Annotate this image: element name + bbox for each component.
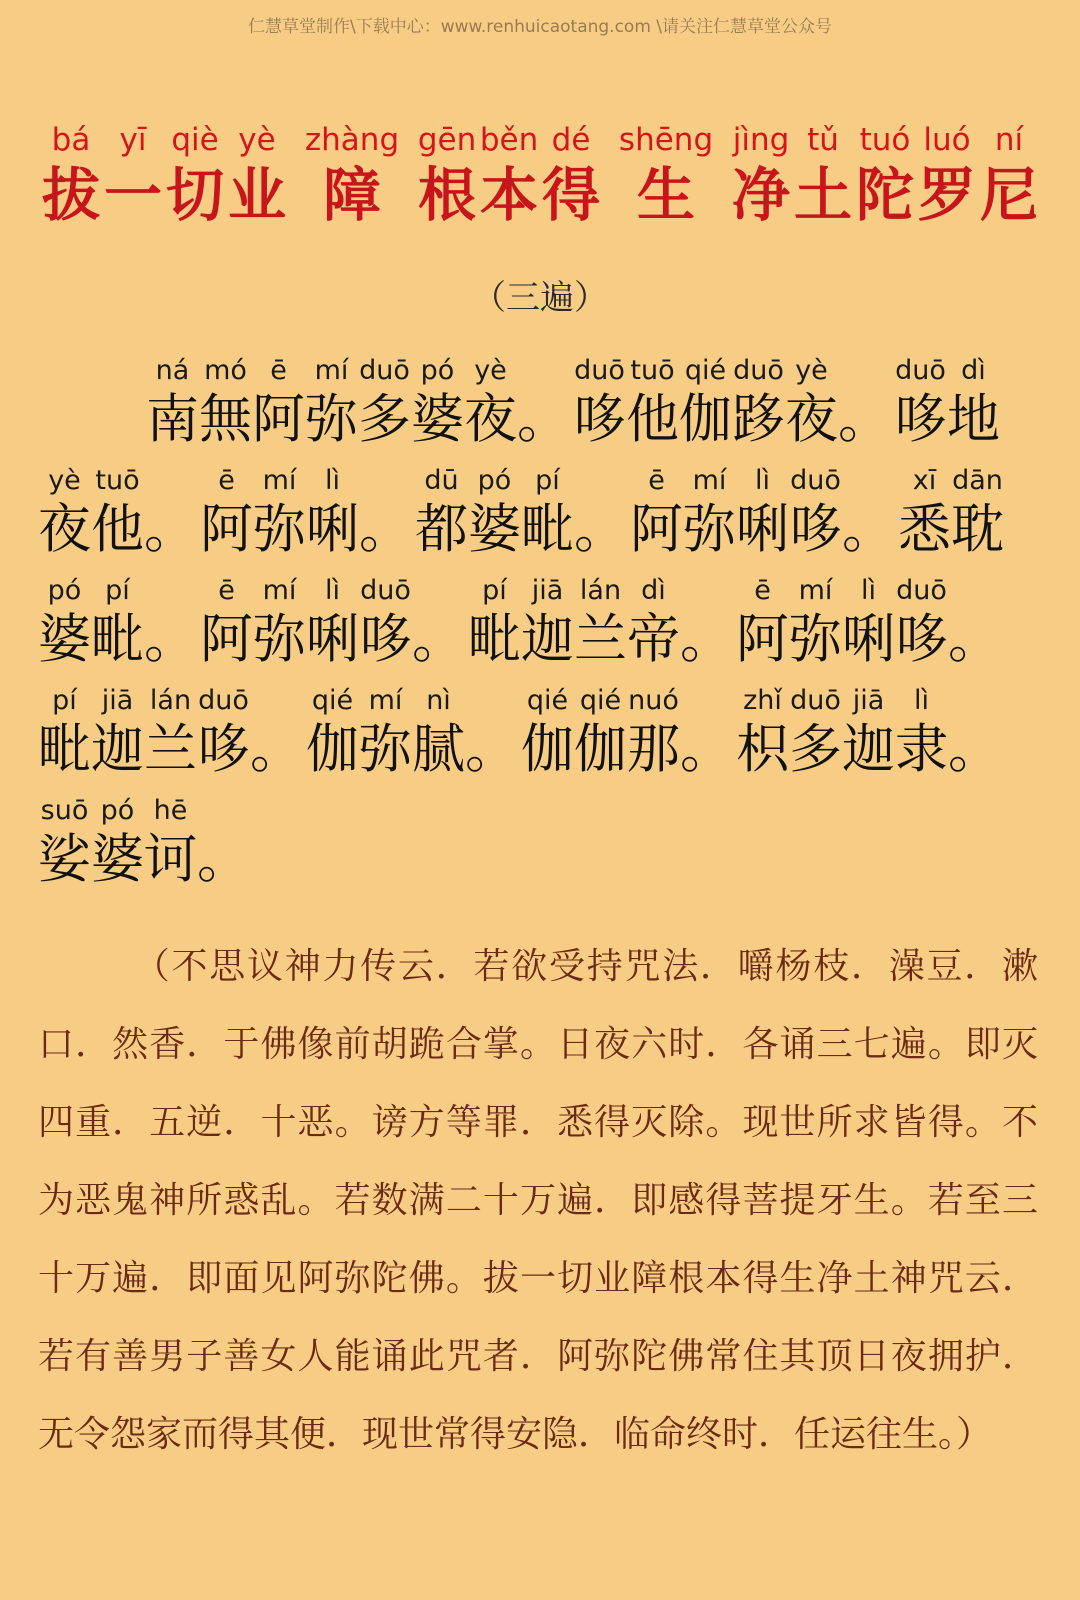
mantra-hanzi: 阿 [200, 499, 253, 560]
mantra-line [38, 672, 1048, 782]
mantra-char [732, 354, 785, 452]
mantra-hanzi: 兰 [574, 609, 627, 670]
mantra-hanzi: 腻 [412, 719, 465, 780]
page-title [40, 118, 1040, 228]
mantra-pinyin: yè [48, 465, 81, 496]
mantra-hanzi: 迦 [842, 719, 895, 780]
mantra-char [468, 574, 521, 672]
mantra-char [736, 464, 789, 562]
title-hanzi: 尼 [980, 161, 1039, 229]
title-char [619, 118, 713, 228]
mantra-punctuation: 。 [680, 609, 733, 670]
title-char [416, 118, 478, 228]
mantra-hanzi: 伽 [679, 389, 732, 450]
title-pinyin: jìng [732, 122, 790, 158]
mantra-hanzi: 哆 [894, 389, 947, 450]
mantra-hanzi: 他 [626, 389, 679, 450]
recitation-count: （三遍） [472, 278, 608, 318]
mantra-char [199, 354, 252, 452]
mantra-pinyin: jiā [852, 685, 885, 716]
mantra-char [521, 464, 574, 562]
mantra-hanzi: 唎 [306, 499, 359, 560]
mantra-punctuation: 。 [250, 719, 303, 780]
mantra-pinyin: mí [262, 465, 297, 496]
mantra-pinyin: mí [314, 355, 349, 386]
mantra-hanzi: 多 [358, 389, 411, 450]
mantra-char [521, 574, 574, 672]
mantra-hanzi: 哆 [359, 609, 412, 670]
mantra-pinyin: duō [733, 355, 784, 386]
title-hanzi: 业 [227, 161, 286, 229]
mantra-char [627, 574, 680, 672]
mantra-char [91, 794, 144, 892]
mantra-pinyin: mí [798, 575, 833, 606]
mantra-hanzi: 毗 [91, 609, 144, 670]
mantra-hanzi: 唎 [842, 609, 895, 670]
mantra-pinyin: xī [912, 465, 937, 496]
mantra-pinyin: ē [218, 575, 235, 606]
title-pinyin: tǔ [807, 122, 839, 158]
mantra-char [895, 684, 948, 782]
mantra-pinyin: nì [426, 685, 451, 716]
mantra-char [38, 464, 91, 562]
mantra-char [842, 574, 895, 672]
mantra-line [38, 452, 1048, 562]
mantra-char [894, 354, 947, 452]
mantra-hanzi: 都 [415, 499, 468, 560]
title-segment [416, 118, 602, 228]
mantra-punctuation: 。 [680, 719, 733, 780]
mantra-pinyin: ē [218, 465, 235, 496]
mantra-hanzi: 哆 [573, 389, 626, 450]
title-char [730, 118, 792, 228]
mantra-hanzi: 悉 [898, 499, 951, 560]
mantra-pinyin: yè [474, 355, 507, 386]
mantra-hanzi: 唎 [736, 499, 789, 560]
mantra-punctuation: 。 [517, 389, 570, 450]
title-char [226, 118, 288, 228]
mantra-hanzi: 弥 [789, 609, 842, 670]
commentary-text: （不思议神力传云．若欲受持咒法．嚼杨枝．澡豆．漱口．然香．于佛像前胡跪合掌。日夜六时．各诵三七遍。即灭四重．五逆．十恶。谤方等罪．悉得灭除。现世所求皆得。不为恶鬼神所惑乱。若数满二十万遍．即感得菩提牙生。若至三十万遍．即面见阿弥陀佛。拔一切业障根本得生净土神咒云．若有善男子善女人能诵此咒者．阿弥陀佛常住其顶日夜拥护．无令怨家而得其便．现世常得安隐．临命终时．任运往生。） [38, 946, 1038, 1455]
mantra-hanzi: 弥 [683, 499, 736, 560]
mantra-hanzi: 弥 [253, 609, 306, 670]
mantra-char [683, 464, 736, 562]
title-hanzi: 切 [165, 161, 224, 229]
mantra-pinyin: lì [324, 575, 340, 606]
mantra-hanzi: 兰 [144, 719, 197, 780]
mantra-pinyin: pó [100, 795, 135, 826]
mantra-pinyin: lì [754, 465, 770, 496]
mantra-char [412, 684, 465, 782]
mantra-char [679, 354, 732, 452]
mantra-pinyin: lán [149, 685, 192, 716]
mantra-pinyin: zhǐ [743, 685, 782, 716]
mantra-pinyin: pó [47, 575, 82, 606]
mantra-hanzi: 伽 [306, 719, 359, 780]
title-hanzi: 陀 [856, 161, 915, 229]
mantra-pinyin: pí [482, 575, 507, 606]
title-hanzi: 障 [323, 161, 382, 229]
mantra-pinyin: mí [262, 575, 297, 606]
mantra-pinyin: dān [952, 465, 1003, 496]
mantra-pinyin: pó [420, 355, 455, 386]
mantra-text [38, 342, 1048, 892]
mantra-hanzi: 帝 [627, 609, 680, 670]
mantra-punctuation: 。 [838, 389, 891, 450]
mantra-line [38, 342, 1048, 452]
mantra-hanzi: 哆 [895, 609, 948, 670]
mantra-hanzi: 婆 [38, 609, 91, 670]
mantra-pinyin: ē [754, 575, 771, 606]
mantra-punctuation: 。 [465, 719, 518, 780]
mantra-pinyin: duō [360, 575, 411, 606]
mantra-punctuation: 。 [412, 609, 465, 670]
mantra-pinyin: ná [155, 355, 190, 386]
mantra-pinyin: pí [105, 575, 130, 606]
mantra-hanzi: 伽 [574, 719, 627, 780]
mantra-char [91, 464, 144, 562]
title-pinyin: yī [119, 122, 147, 158]
mantra-hanzi: 迦 [91, 719, 144, 780]
mantra-hanzi: 耽 [951, 499, 1004, 560]
mantra-hanzi: 隶 [895, 719, 948, 780]
mantra-hanzi: 诃 [144, 829, 197, 890]
mantra-punctuation: 。 [948, 719, 1001, 780]
mantra-punctuation: 。 [842, 499, 895, 560]
mantra-hanzi: 弥 [359, 719, 412, 780]
mantra-hanzi: 弥 [253, 499, 306, 560]
mantra-char [253, 574, 306, 672]
title-pinyin: běn [479, 122, 539, 158]
mantra-hanzi: 他 [91, 499, 144, 560]
mantra-pinyin: hē [153, 795, 188, 826]
mantra-char [306, 464, 359, 562]
mantra-pinyin: jiā [531, 575, 564, 606]
title-pinyin: qiè [171, 122, 219, 158]
mantra-pinyin: tuō [95, 465, 140, 496]
mantra-char [144, 794, 197, 892]
mantra-hanzi: 多 [789, 719, 842, 780]
mantra-pinyin: mí [692, 465, 727, 496]
mantra-hanzi: 婆 [468, 499, 521, 560]
mantra-char [785, 354, 838, 452]
mantra-hanzi: 夜 [785, 389, 838, 450]
mantra-hanzi: 婆 [91, 829, 144, 890]
title-hanzi: 土 [794, 161, 853, 229]
mantra-pinyin: lì [913, 685, 929, 716]
mantra-hanzi: 阿 [630, 499, 683, 560]
mantra-hanzi: 毗 [468, 609, 521, 670]
title-char [164, 118, 226, 228]
mantra-char [306, 684, 359, 782]
mantra-pinyin: dū [424, 465, 459, 496]
title-char [916, 118, 978, 228]
mantra-char [573, 354, 626, 452]
watermark-header: 仁慧草堂制作\下载中心：www.renhuicaotang.com \请关注仁慧草堂公众号 [247, 17, 833, 37]
mantra-pinyin: duō [198, 685, 249, 716]
mantra-line [38, 562, 1048, 672]
title-hanzi: 生 [637, 161, 696, 229]
mantra-hanzi: 阿 [252, 389, 305, 450]
title-pinyin: yè [238, 122, 276, 158]
title-pinyin: gēn [417, 122, 477, 158]
title-hanzi: 根 [418, 161, 477, 229]
mantra-pinyin: duō [359, 355, 410, 386]
mantra-char [947, 354, 1000, 452]
mantra-char [411, 354, 464, 452]
mantra-hanzi: 伽 [521, 719, 574, 780]
title-hanzi: 一 [103, 161, 162, 229]
mantra-pinyin: duō [790, 465, 841, 496]
mantra-char [146, 354, 199, 452]
title-char [478, 118, 540, 228]
mantra-line [38, 782, 1048, 892]
mantra-pinyin: lán [579, 575, 622, 606]
mantra-char [306, 574, 359, 672]
mantra-punctuation: 。 [948, 609, 1001, 670]
mantra-pinyin: jiā [101, 685, 134, 716]
title-pinyin: shēng [618, 122, 714, 158]
title-char [854, 118, 916, 228]
mantra-char [252, 354, 305, 452]
mantra-pinyin: dì [641, 575, 666, 606]
title-row [40, 118, 1040, 228]
mantra-char [895, 574, 948, 672]
mantra-char [627, 684, 680, 782]
mantra-hanzi: 弥 [305, 389, 358, 450]
mantra-char [197, 684, 250, 782]
title-hanzi: 本 [480, 161, 539, 229]
mantra-hanzi: 毗 [521, 499, 574, 560]
mantra-hanzi: 毗 [38, 719, 91, 780]
mantra-char [358, 354, 411, 452]
mantra-char [574, 684, 627, 782]
mantra-char [842, 684, 895, 782]
mantra-char [630, 464, 683, 562]
mantra-char [789, 464, 842, 562]
mantra-char [38, 684, 91, 782]
mantra-pinyin: duō [895, 355, 946, 386]
mantra-char [415, 464, 468, 562]
mantra-pinyin: duō [574, 355, 625, 386]
mantra-pinyin: lì [860, 575, 876, 606]
mantra-pinyin: qié [684, 355, 727, 386]
mantra-pinyin: qié [311, 685, 354, 716]
title-segment [730, 118, 1040, 228]
mantra-char [736, 574, 789, 672]
mantra-char [951, 464, 1004, 562]
mantra-char [789, 684, 842, 782]
mantra-char [144, 684, 197, 782]
title-hanzi: 得 [542, 161, 601, 229]
title-hanzi: 罗 [918, 161, 977, 229]
mantra-hanzi: 娑 [38, 829, 91, 890]
mantra-pinyin: yè [795, 355, 828, 386]
mantra-punctuation: 。 [197, 829, 250, 890]
mantra-hanzi: 唎 [306, 609, 359, 670]
mantra-char [736, 684, 789, 782]
mantra-hanzi: 跢 [732, 389, 785, 450]
mantra-punctuation: 。 [144, 609, 197, 670]
mantra-pinyin: mí [368, 685, 403, 716]
mantra-char [574, 574, 627, 672]
mantra-char [253, 464, 306, 562]
mantra-pinyin: mó [204, 355, 247, 386]
mantra-hanzi: 阿 [200, 609, 253, 670]
mantra-hanzi: 枳 [736, 719, 789, 780]
title-segment [40, 118, 288, 228]
mantra-char [626, 354, 679, 452]
mantra-punctuation: 。 [574, 499, 627, 560]
title-pinyin: ní [994, 122, 1024, 158]
mantra-char [38, 574, 91, 672]
title-char [40, 118, 102, 228]
mantra-char [359, 574, 412, 672]
mantra-pinyin: suō [40, 795, 89, 826]
mantra-char [468, 464, 521, 562]
title-char [102, 118, 164, 228]
mantra-hanzi: 哆 [789, 499, 842, 560]
mantra-pinyin: qié [526, 685, 569, 716]
mantra-char [91, 684, 144, 782]
mantra-pinyin: duō [790, 685, 841, 716]
title-pinyin: luó [923, 122, 971, 158]
commentary-note [38, 928, 1038, 1474]
mantra-char [789, 574, 842, 672]
title-pinyin: zhàng [304, 122, 400, 158]
mantra-pinyin: pí [535, 465, 560, 496]
mantra-char [305, 354, 358, 452]
title-hanzi: 净 [732, 161, 791, 229]
title-segment [619, 118, 713, 228]
mantra-pinyin: duō [896, 575, 947, 606]
mantra-char [91, 574, 144, 672]
title-char [978, 118, 1040, 228]
mantra-hanzi: 阿 [736, 609, 789, 670]
mantra-char [898, 464, 951, 562]
mantra-pinyin: pó [477, 465, 512, 496]
title-char [305, 118, 399, 228]
mantra-pinyin: pí [52, 685, 77, 716]
mantra-hanzi: 那 [627, 719, 680, 780]
title-char [792, 118, 854, 228]
mantra-char [521, 684, 574, 782]
title-hanzi: 拔 [41, 161, 100, 229]
mantra-pinyin: ē [270, 355, 287, 386]
mantra-punctuation: 。 [359, 499, 412, 560]
mantra-hanzi: 婆 [411, 389, 464, 450]
mantra-char [359, 684, 412, 782]
mantra-hanzi: 迦 [521, 609, 574, 670]
mantra-pinyin: tuō [630, 355, 675, 386]
mantra-punctuation: 。 [144, 499, 197, 560]
title-pinyin: dé [551, 122, 591, 158]
mantra-hanzi: 地 [947, 389, 1000, 450]
mantra-hanzi: 哆 [197, 719, 250, 780]
mantra-hanzi: 夜 [464, 389, 517, 450]
mantra-char [200, 574, 253, 672]
title-pinyin: tuó [859, 122, 911, 158]
mantra-char [38, 794, 91, 892]
title-pinyin: bá [51, 122, 91, 158]
mantra-pinyin: nuó [628, 685, 679, 716]
mantra-pinyin: qié [579, 685, 622, 716]
mantra-pinyin: ē [648, 465, 665, 496]
mantra-hanzi: 夜 [38, 499, 91, 560]
mantra-char [464, 354, 517, 452]
mantra-pinyin: dì [961, 355, 986, 386]
mantra-hanzi: 南 [146, 389, 199, 450]
title-segment [305, 118, 399, 228]
mantra-char [200, 464, 253, 562]
title-char [540, 118, 602, 228]
mantra-hanzi: 無 [199, 389, 252, 450]
mantra-pinyin: lì [324, 465, 340, 496]
